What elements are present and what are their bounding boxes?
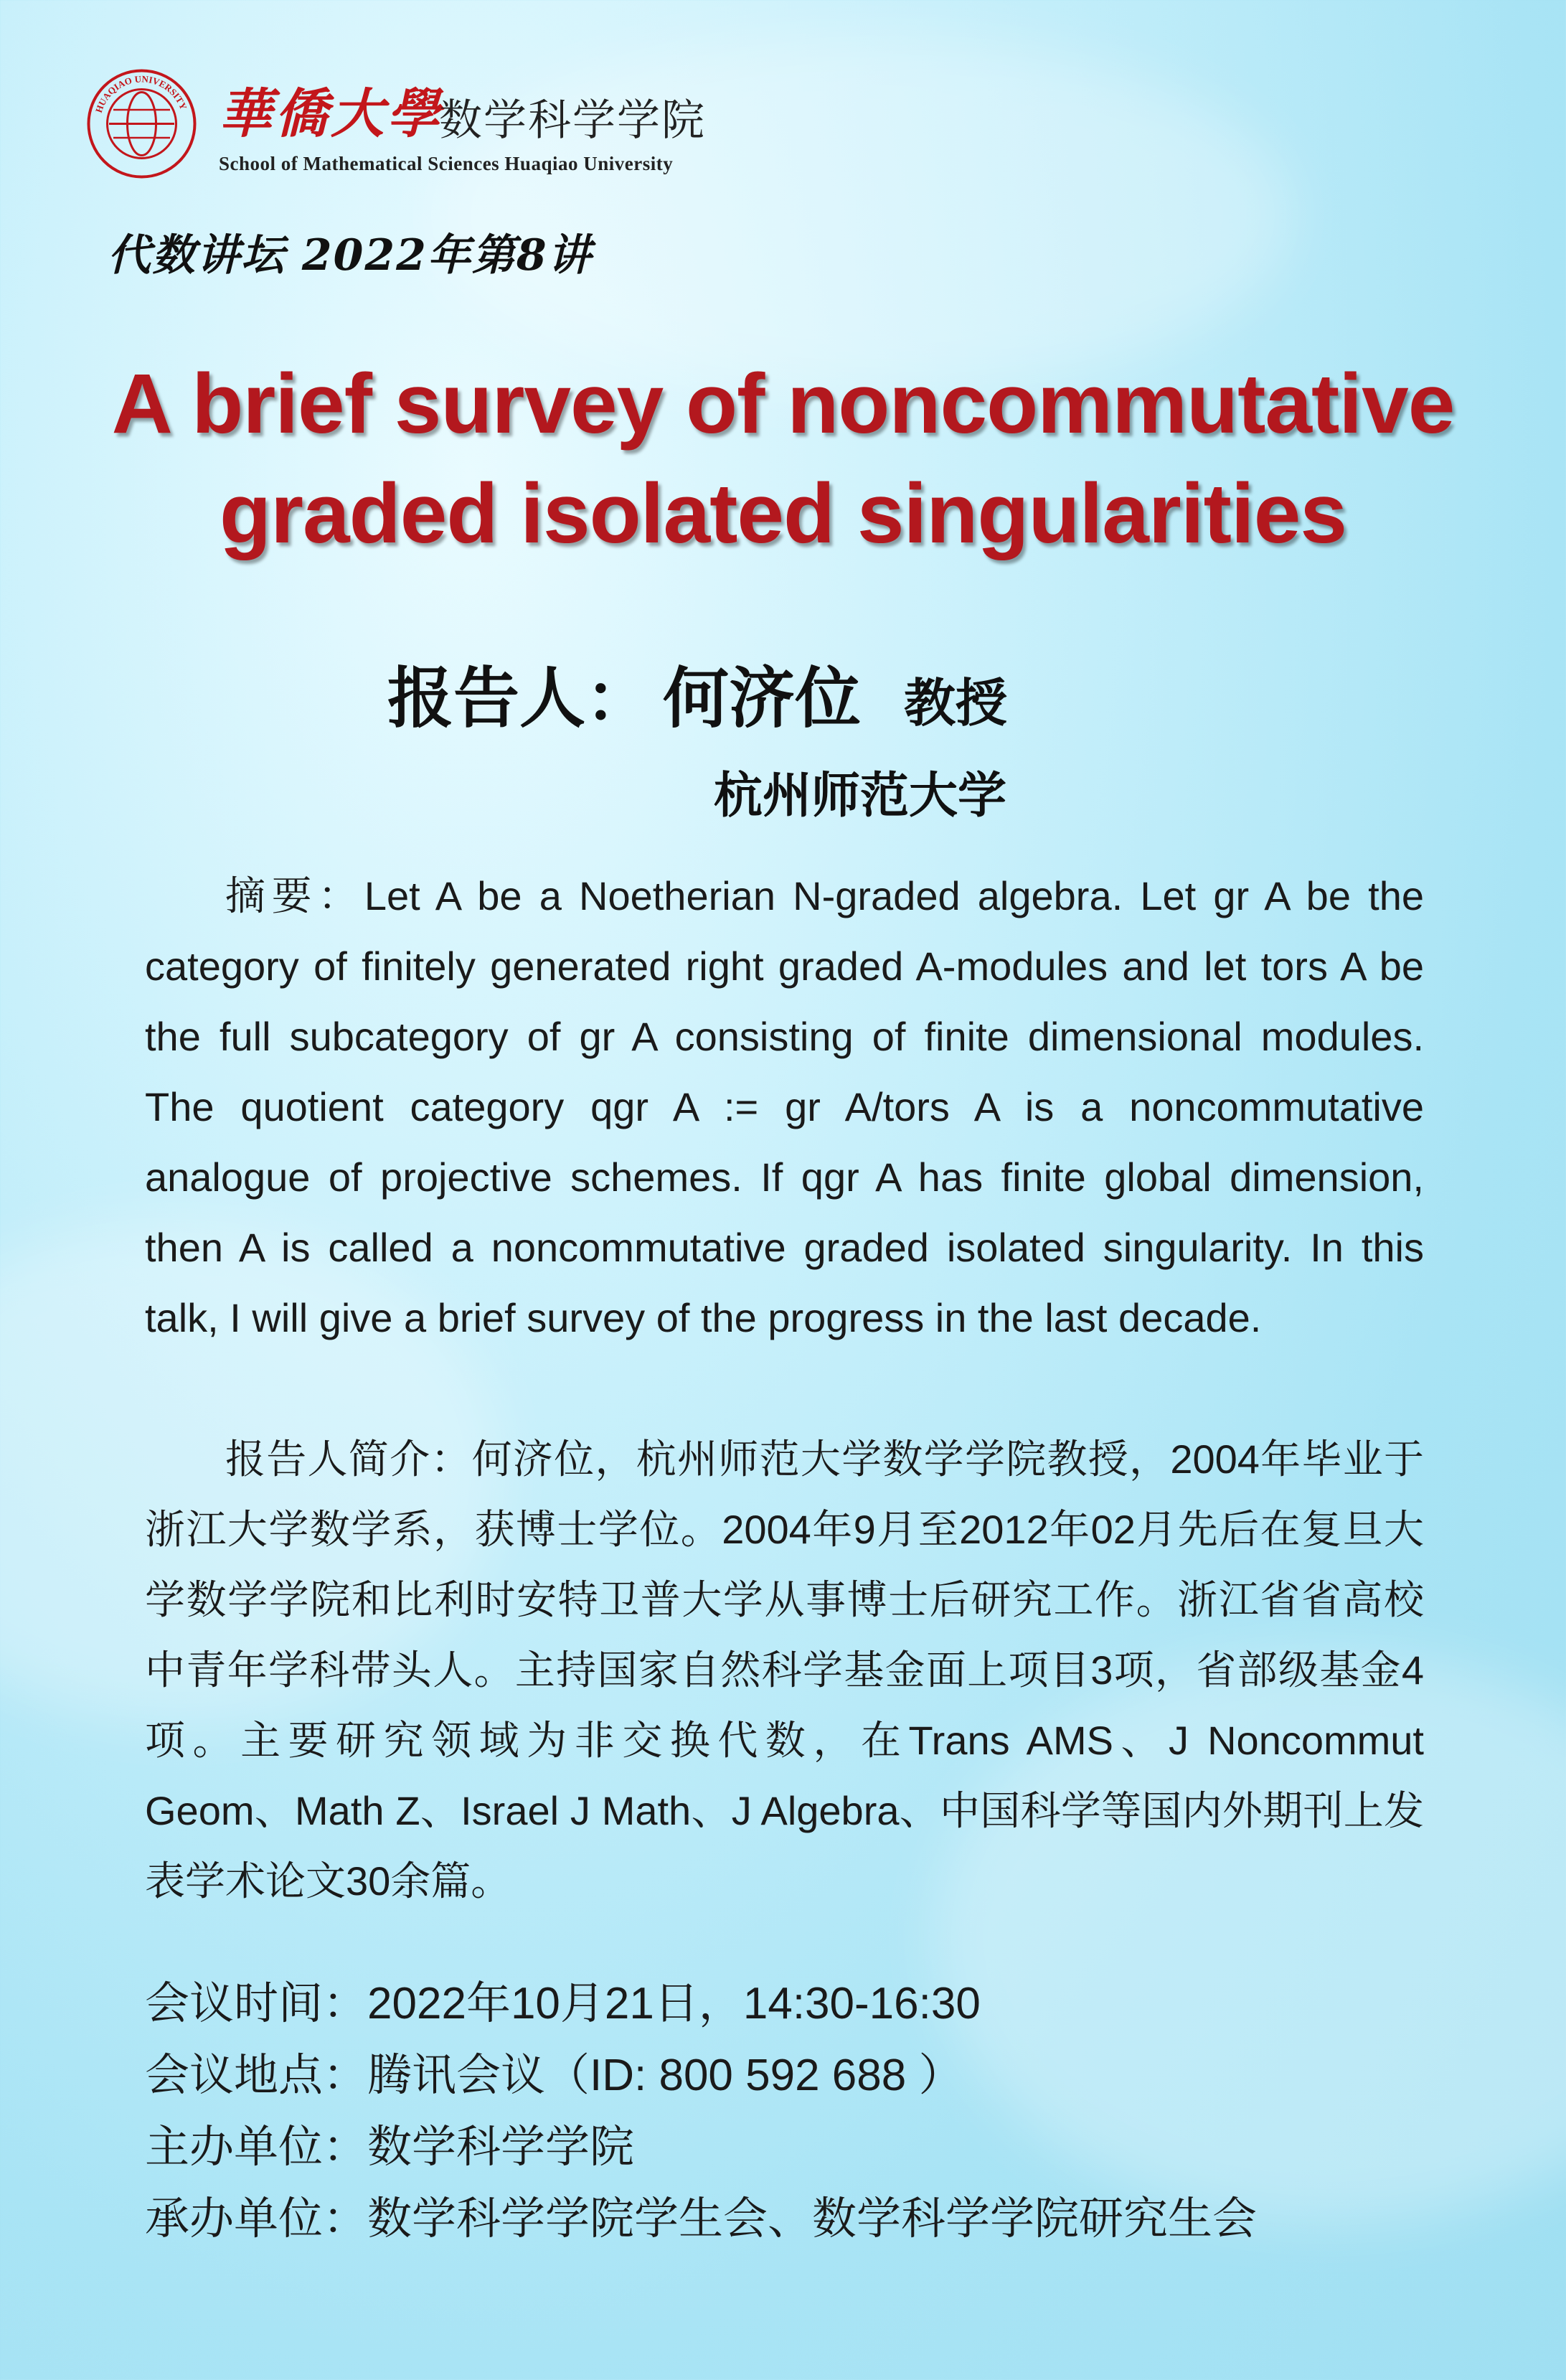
university-logo-icon xyxy=(86,68,197,179)
info-label: 会议地点： xyxy=(145,2051,368,2100)
info-label: 承办单位： xyxy=(145,2194,368,2244)
svg-text:HUAQIAO UNIVERSITY: HUAQIAO UNIVERSITY xyxy=(93,73,189,115)
talk-title-line-1: A brief survey of noncommutative xyxy=(111,357,1455,451)
school-name-en: School of Mathematical Sciences Huaqiao University xyxy=(219,153,674,174)
info-value: 腾讯会议（ID: 800 592 688 ） xyxy=(367,2051,963,2100)
speaker xyxy=(387,646,1007,740)
speaker-name: 何济位 xyxy=(663,660,862,737)
info-label: 会议时间： xyxy=(145,1979,368,2028)
talk-title-line-2: graded isolated singularities xyxy=(220,466,1346,561)
speaker-affiliation: 杭州师范大学 xyxy=(714,768,1007,824)
school-name-cn: 数学科学学院 xyxy=(439,95,706,146)
co-organizer xyxy=(145,2183,1257,2247)
info-label: 主办单位： xyxy=(145,2122,368,2172)
university-name-cn: 華僑大學 xyxy=(219,83,443,145)
abstract-paragraph: 摘要：Let A be a Noetherian N-graded algebra. Let gr A be the category of finitely generated right graded A-modules and let tors A be the full subcategory of gr A consisting of finite dimensional modules. The quotient category qgr A := gr A/tors A is a noncommutative analogue of projective schemes. If qgr A has finite global dimension, then A is called a noncommutative graded isolated singularity. In this talk, I will give a brief survey of the progress in the last decade. xyxy=(145,873,1424,1340)
info-value: 2022年10月21日，14:30-16:30 xyxy=(367,1979,981,2028)
info-value: 数学科学学院学生会、数学科学学院研究生会 xyxy=(367,2194,1258,2244)
meeting-time xyxy=(145,1967,981,2031)
organizer xyxy=(145,2111,634,2175)
lecture-series: 代数讲坛 2022年第8讲 xyxy=(108,230,593,281)
speaker-rank: 教授 xyxy=(904,673,1008,733)
info-value: 数学科学学院 xyxy=(367,2122,635,2172)
speaker-label: 报告人： xyxy=(387,660,652,737)
speaker-bio-paragraph: 报告人简介：何济位，杭州师范大学数学学院教授，2004年毕业于浙江大学数学系，获博士学位。2004年9月至2012年02月先后在复旦大学数学学院和比利时安特卫普大学从事博士后研究工作。浙江省省高校中青年学科带头人。主持国家自然科学基金面上项目3项，省部级基金4项。主要研究领域为非交换代数，在Trans AMS、J Noncommut Geom、Math Z、Israel J Math、J Algebra、中国科学等国内外期刊上发表学术论文30余篇。 xyxy=(145,1436,1424,1904)
meeting-location xyxy=(145,2039,963,2103)
